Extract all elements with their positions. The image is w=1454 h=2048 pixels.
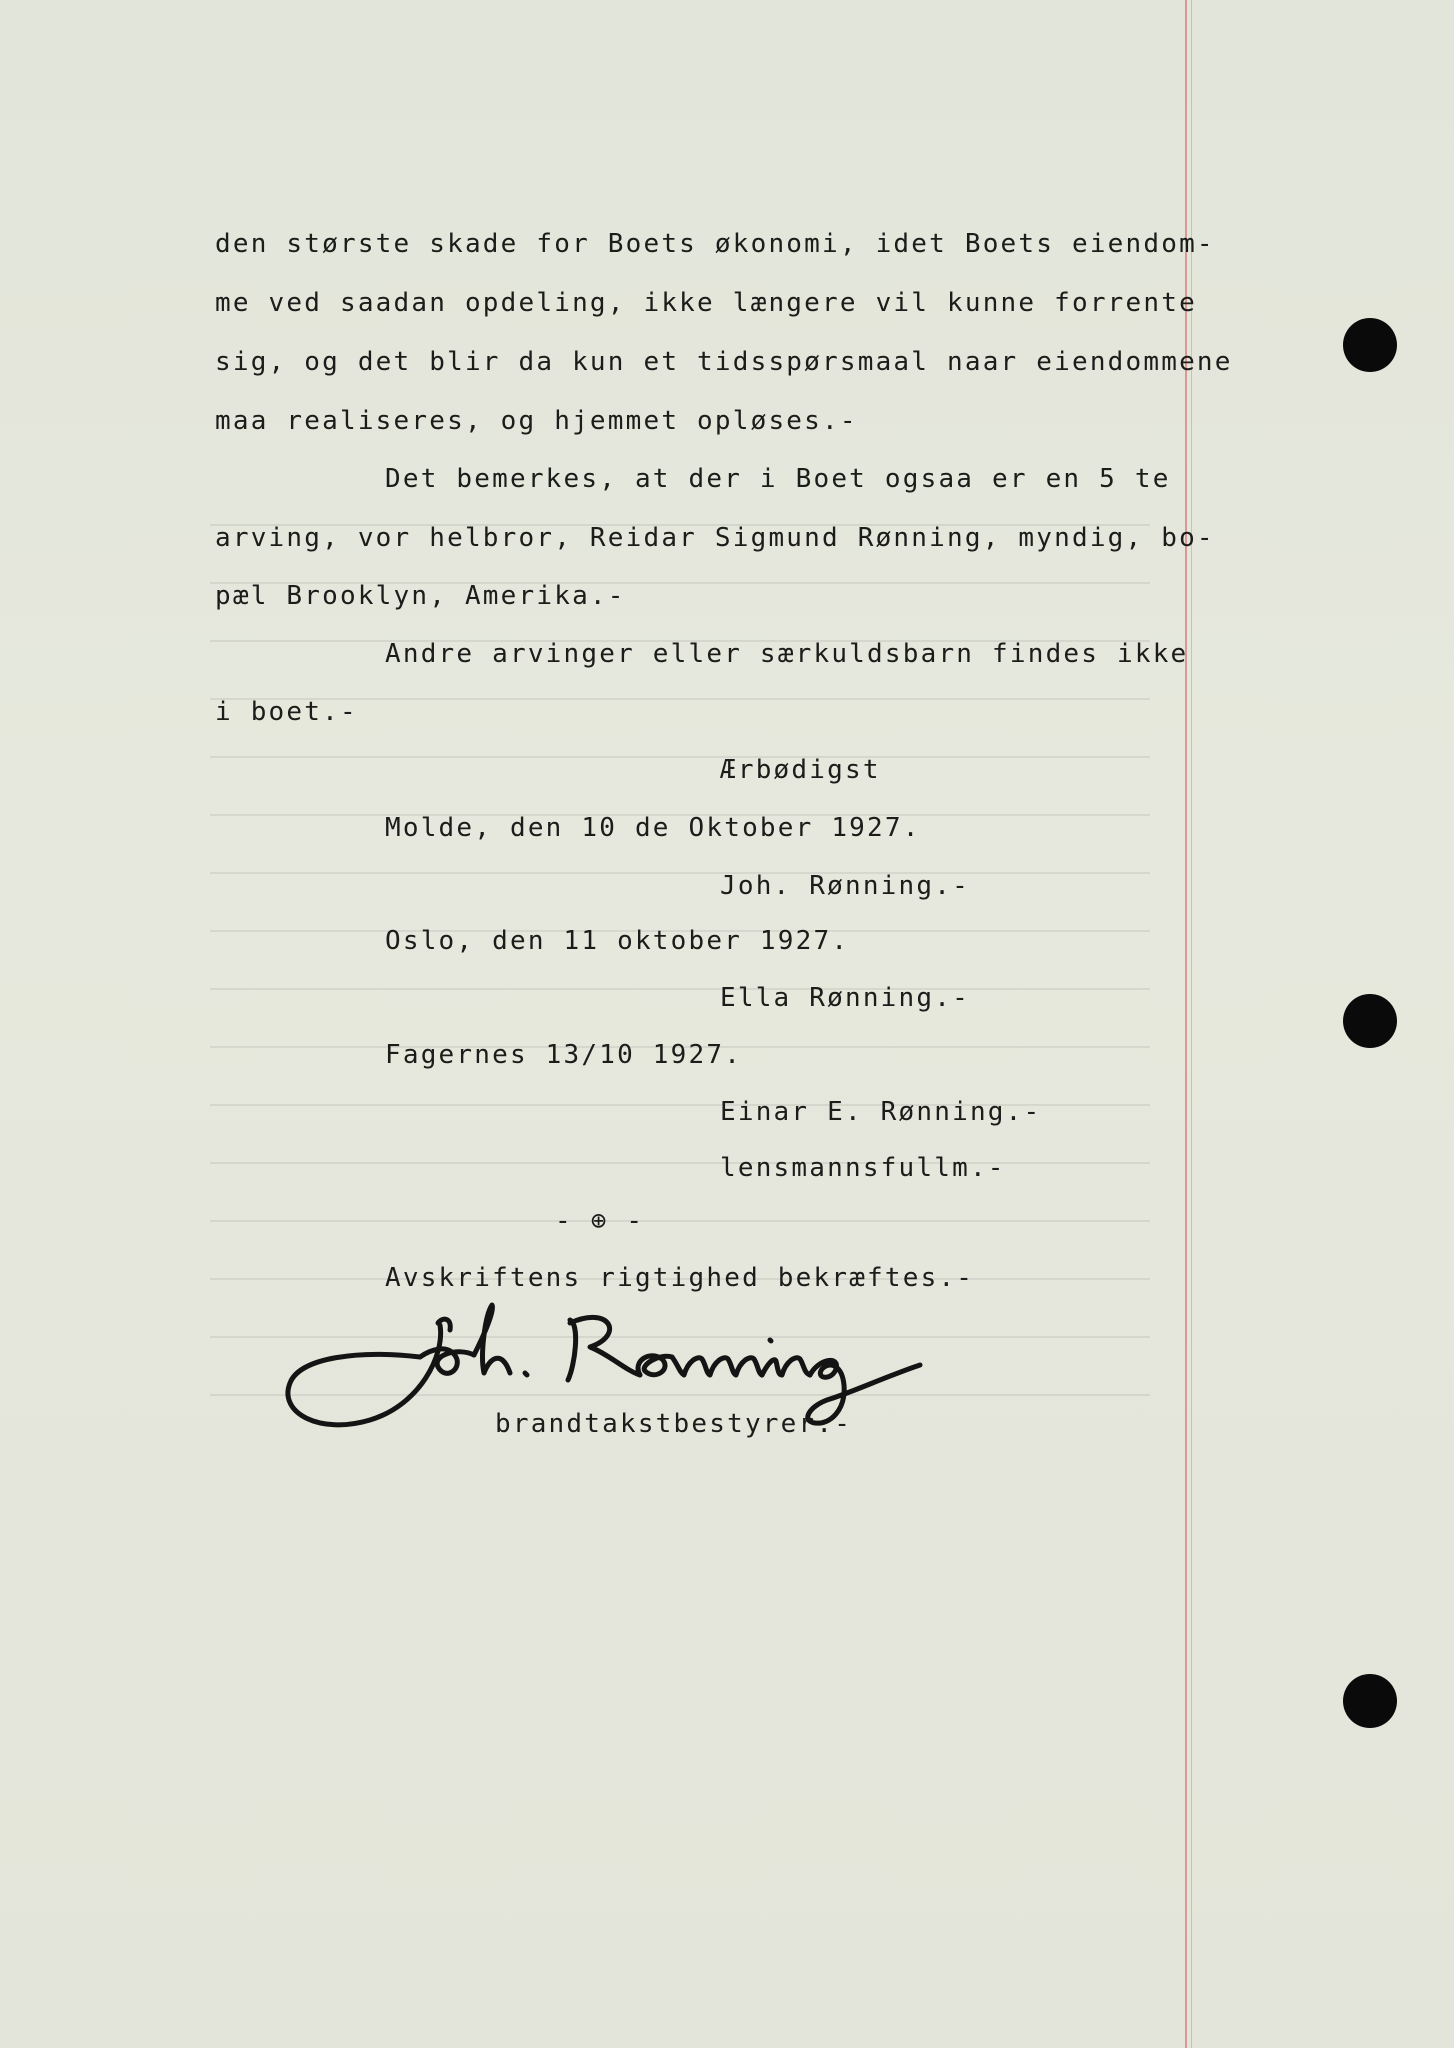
signer-name: Einar E. Rønning.- (720, 1097, 1042, 1127)
punch-hole-icon (1343, 1674, 1397, 1728)
signer-name: Ella Rønning.- (720, 983, 970, 1013)
salutation: Ærbødigst (720, 755, 881, 785)
body-line: pæl Brooklyn, Amerika.- (215, 581, 626, 611)
body-line: arving, vor helbror, Reidar Sigmund Rønning, myndig, bo- (215, 523, 1215, 553)
body-line: sig, og det blir da kun et tidsspørsmaal naar eiendommene (215, 347, 1233, 377)
signer-title: lensmannsfullm.- (720, 1153, 1006, 1183)
punch-hole-icon (1343, 994, 1397, 1048)
certification-text: Avskriftens rigtighed bekræftes.- (385, 1263, 975, 1293)
body-line: den største skade for Boets økonomi, idet Boets eiendom- (215, 229, 1215, 259)
body-line: Det bemerkes, at der i Boet ogsaa er en 5 te (385, 464, 1171, 494)
body-line: maa realiseres, og hjemmet opløses.- (215, 406, 858, 436)
signer-name: Joh. Rønning.- (720, 871, 970, 901)
separator-mark: - ⊕ - (555, 1206, 645, 1236)
punch-hole-icon (1343, 318, 1397, 372)
place-date: Oslo, den 11 oktober 1927. (385, 926, 850, 956)
body-line: Andre arvinger eller særkuldsbarn findes ikke (385, 639, 1189, 669)
place-date: Fagernes 13/10 1927. (385, 1040, 743, 1070)
signer-title: brandtakstbestyrer.- (495, 1409, 853, 1439)
body-line: i boet.- (215, 697, 358, 727)
place-date: Molde, den 10 de Oktober 1927. (385, 813, 921, 843)
body-line: me ved saadan opdeling, ikke længere vil kunne forrente (215, 288, 1197, 318)
